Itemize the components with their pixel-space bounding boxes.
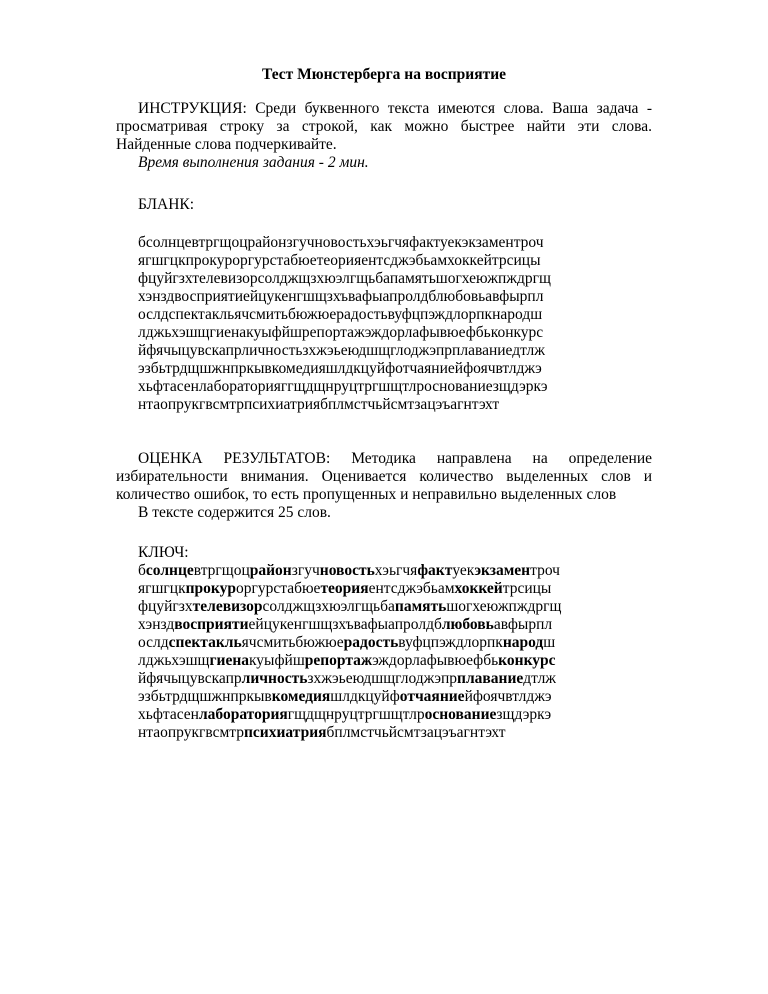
key-found-word: репортаж	[304, 652, 373, 669]
key-line: хьфтасенлабораториягщдщнруцтргшщтлроснованиезщдэркэ	[138, 706, 552, 723]
key-found-word: спектакль	[168, 634, 242, 651]
blank-label: БЛАНК:	[138, 196, 195, 213]
results-line-1: ОЦЕНКА РЕЗУЛЬТАТОВ: Методика направлена на определение	[138, 450, 652, 467]
blank-line: эзбьтрдщшжнпркывкомедияшлдкцуйфотчаяниейфоячвтлджэ	[138, 360, 542, 377]
instruction-line-3: Найденные слова подчеркивайте.	[116, 136, 337, 153]
key-found-word: телевизор	[192, 598, 263, 615]
key-found-word: память	[394, 598, 447, 615]
page-title: Тест Мюнстерберга на восприятие	[261, 66, 507, 83]
instruction-line-2: просматривая строку за строкой, как можно быстрее найти эти слова.	[116, 118, 652, 135]
key-found-word: народ	[502, 634, 544, 651]
results-word-count: В тексте содержится 25 слов.	[138, 504, 331, 521]
key-found-word: прокур	[185, 580, 236, 597]
results-paragraph	[116, 450, 652, 522]
key-found-word: отчаяние	[399, 688, 465, 705]
instruction-time: Время выполнения задания - 2 мин.	[138, 154, 369, 171]
blank-line: лджьхэшщгиенакуыфйшрепортажэждорлафывюефбьконкурс	[138, 324, 544, 341]
key-found-word: плавание	[457, 670, 524, 687]
blank-line: фцуйгзхтелевизорсолджщзхюэлгщьбапамятьшогхеюжпждргщ	[138, 270, 551, 287]
blank-letter-block	[138, 234, 551, 414]
key-found-word: конкурс	[498, 652, 556, 669]
key-found-word: основание	[424, 706, 497, 723]
key-letter-block	[138, 562, 561, 742]
blank-line: бсолнцевтргщоцрайонзгучновостьхэьгчяфактуекэкзаментроч	[138, 234, 544, 251]
key-line: ягшгцкпрокуроргурстабюетеорияентсджэбьамхоккейтрсицы	[138, 580, 552, 597]
key-line: лджьхэшщгиенакуыфйшрепортажэждорлафывюефбьконкурс	[138, 652, 556, 669]
key-found-word: комедия	[271, 688, 331, 705]
key-found-word: район	[249, 562, 292, 579]
blank-line: хэнздвосприятиейцукенгшщзхъвафыапролдблюбовьавфырпл	[138, 288, 544, 305]
key-found-word: гиена	[209, 652, 249, 669]
key-found-word: солнце	[145, 562, 194, 579]
key-label: КЛЮЧ:	[138, 544, 189, 561]
key-found-word: факт	[417, 562, 453, 579]
blank-line: ослдспектакльячсмитьбюжюерадостьвуфцпэждлорпкнародш	[138, 306, 543, 323]
key-line: ослдспектакльячсмитьбюжюерадостьвуфцпэждлорпкнародш	[138, 634, 556, 651]
key-found-word: лаборатория	[198, 706, 288, 723]
results-line-3: количество ошибок, то есть пропущенных и неправильно выделенных слов	[116, 486, 617, 503]
key-line: эзбьтрдщшжнпркывкомедияшлдкцуйфотчаяниейфоячвтлджэ	[138, 688, 552, 705]
key-found-word: личность	[241, 670, 308, 687]
instruction-paragraph	[116, 100, 652, 172]
key-found-word: теория	[320, 580, 369, 597]
key-line: хэнздвосприятиейцукенгшщзхъвафыапролдблюбовьавфырпл	[138, 616, 553, 633]
blank-line: нтаопрукгвсмтрпсихиатриябплмстчьйсмтзацэъагнтэхт	[138, 396, 500, 413]
key-found-word: радость	[343, 634, 399, 651]
instruction-line-1: ИНСТРУКЦИЯ: Среди буквенного текста имеются слова. Ваша задача -	[138, 100, 652, 117]
key-found-word: экзамен	[474, 562, 531, 579]
blank-line: йфячыцувскапрличностьзхжэьеюдшщглоджэпрплаваниедтлж	[138, 342, 545, 359]
key-line: нтаопрукгвсмтрпсихиатриябплмстчьйсмтзацэъагнтэхт	[138, 724, 506, 741]
key-found-word: хоккей	[454, 580, 503, 597]
blank-line: хьфтасенлабораторияггщдщнруцтргшщтлроснованиезщдэркэ	[138, 378, 548, 395]
key-found-word: любовь	[441, 616, 494, 633]
blank-line: ягшгцкпрокуроргурстабюетеорияентсджэбьамхоккейтрсицы	[138, 252, 541, 269]
key-found-word: новость	[319, 562, 375, 579]
results-line-2: избирательности внимания. Оценивается количество выделенных слов и	[116, 468, 652, 485]
key-line: фцуйгзхтелевизорсолджщзхюэлгщьбапамятьшогхеюжпждргщ	[138, 598, 562, 615]
key-line: бсолнцевтргщоцрайонзгучновостьхэьгчяфактуекэкзаментроч	[138, 562, 560, 579]
key-found-word: восприяти	[174, 616, 249, 633]
key-line: йфячыцувскапрличностьзхжэьеюдшщглоджэпрплаваниедтлж	[138, 670, 557, 687]
key-found-word: психиатрия	[244, 724, 327, 741]
